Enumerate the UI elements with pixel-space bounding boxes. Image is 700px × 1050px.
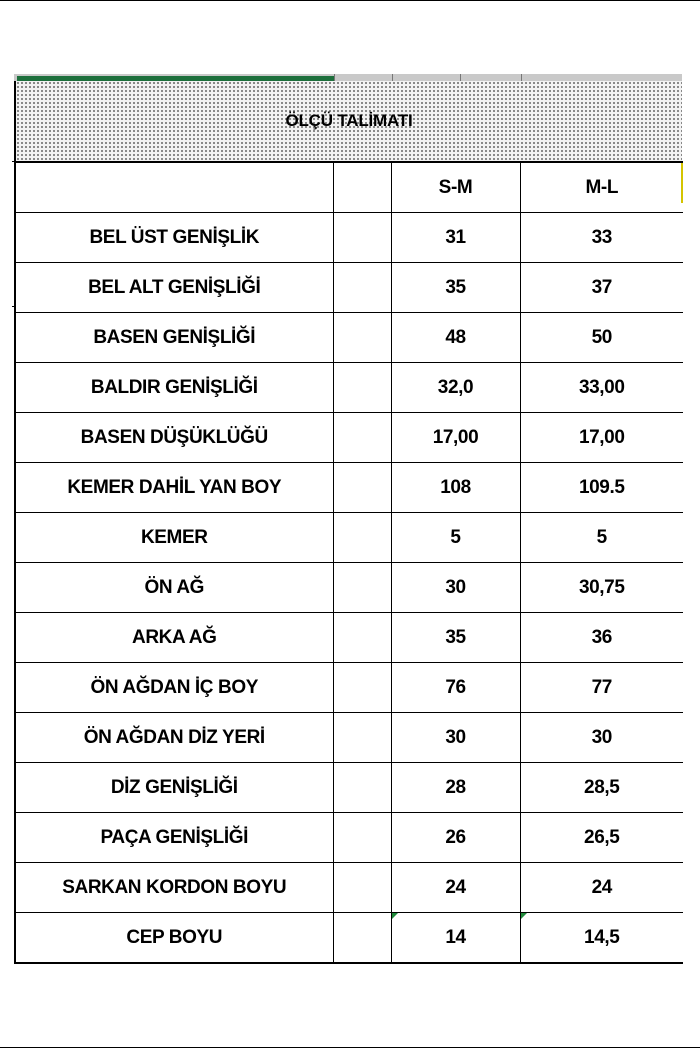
value-sm: 5: [391, 513, 520, 563]
page-top-border: [0, 0, 700, 1]
table-row: [15, 563, 683, 613]
table-row: [15, 213, 683, 263]
table-row: [15, 413, 683, 463]
table-row: [15, 913, 683, 964]
spreadsheet-top-strip: [14, 74, 682, 81]
header-row: [15, 162, 683, 213]
value-sm: 35: [391, 263, 520, 313]
value-ml: 36: [520, 613, 683, 663]
value-sm: 30: [391, 563, 520, 613]
value-sm: [391, 913, 520, 964]
header-cell-blank: [333, 162, 391, 213]
sheet-title: ÖLÇÜ TALİMATI: [285, 111, 413, 130]
table-row: [15, 813, 683, 863]
value-ml: 50: [520, 313, 683, 363]
value-sm: 28: [391, 763, 520, 813]
blank-cell: [333, 863, 391, 913]
blank-cell: [333, 713, 391, 763]
title-band: [14, 81, 682, 161]
table-row: [15, 363, 683, 413]
page-bottom-border: [0, 1047, 700, 1048]
row-label: DİZ GENİŞLİĞİ: [15, 763, 333, 813]
column-divider: [460, 74, 461, 81]
blank-cell: [333, 663, 391, 713]
value-sm: 17,00: [391, 413, 520, 463]
value-sm: 24: [391, 863, 520, 913]
value-ml: 109.5: [520, 463, 683, 513]
row-label: PAÇA GENİŞLİĞİ: [15, 813, 333, 863]
value-ml: 33: [520, 213, 683, 263]
table-row: [15, 613, 683, 663]
value-ml: 33,00: [520, 363, 683, 413]
column-divider: [521, 74, 522, 81]
blank-cell: [333, 263, 391, 313]
row-label: SARKAN KORDON BOYU: [15, 863, 333, 913]
value-sm: 30: [391, 713, 520, 763]
header-cell-label: [15, 162, 333, 213]
blank-cell: [333, 913, 391, 964]
table-row: [15, 863, 683, 913]
blank-cell: [333, 413, 391, 463]
row-label: ÖN AĞDAN DİZ YERİ: [15, 713, 333, 763]
value-ml-text: 14,5: [584, 926, 620, 948]
cell-flag-green: [521, 913, 527, 919]
blank-cell: [333, 463, 391, 513]
value-ml: 5: [520, 513, 683, 563]
row-label: KEMER DAHİL YAN BOY: [15, 463, 333, 513]
value-sm: 108: [391, 463, 520, 513]
value-ml: 28,5: [520, 763, 683, 813]
row-label: BASEN DÜŞÜKLÜĞÜ: [15, 413, 333, 463]
table-row: [15, 263, 683, 313]
table-row: [15, 513, 683, 563]
header-cell-sm: S-M: [391, 162, 520, 213]
row-label: KEMER: [15, 513, 333, 563]
blank-cell: [333, 813, 391, 863]
header-ml-text: M-L: [585, 176, 619, 198]
table-row: [15, 713, 683, 763]
row-label: ARKA AĞ: [15, 613, 333, 663]
value-ml: 77: [520, 663, 683, 713]
column-divider: [392, 74, 393, 81]
cell-flag-green: [392, 913, 398, 919]
cell-flag-yellow: [681, 163, 683, 203]
value-sm: 48: [391, 313, 520, 363]
row-label: ÖN AĞDAN İÇ BOY: [15, 663, 333, 713]
blank-cell: [333, 313, 391, 363]
value-ml: 30: [520, 713, 683, 763]
value-ml: 26,5: [520, 813, 683, 863]
row-label: BASEN GENİŞLİĞİ: [15, 313, 333, 363]
column-divider: [334, 74, 335, 81]
value-ml: 17,00: [520, 413, 683, 463]
row-label: CEP BOYU: [15, 913, 333, 964]
blank-cell: [333, 363, 391, 413]
value-ml: [520, 913, 683, 964]
table-row: [15, 763, 683, 813]
blank-cell: [333, 213, 391, 263]
blank-cell: [333, 763, 391, 813]
value-sm: 26: [391, 813, 520, 863]
value-sm: 31: [391, 213, 520, 263]
table-row: [15, 463, 683, 513]
row-label: ÖN AĞ: [15, 563, 333, 613]
row-label: BEL ALT GENİŞLİĞİ: [15, 263, 333, 313]
value-ml: 24: [520, 863, 683, 913]
blank-cell: [333, 563, 391, 613]
header-cell-ml: [520, 162, 683, 213]
blank-cell: [333, 613, 391, 663]
value-sm: 76: [391, 663, 520, 713]
measurement-sheet: [14, 74, 682, 957]
table-row: [15, 313, 683, 363]
row-label: BEL ÜST GENİŞLİK: [15, 213, 333, 263]
blank-cell: [333, 513, 391, 563]
table-row: [15, 663, 683, 713]
row-label: BALDIR GENİŞLİĞİ: [15, 363, 333, 413]
value-sm: 35: [391, 613, 520, 663]
value-ml: 37: [520, 263, 683, 313]
value-sm-text: 14: [445, 926, 466, 948]
size-chart-table: [14, 161, 683, 964]
value-sm: 32,0: [391, 363, 520, 413]
value-ml: 30,75: [520, 563, 683, 613]
